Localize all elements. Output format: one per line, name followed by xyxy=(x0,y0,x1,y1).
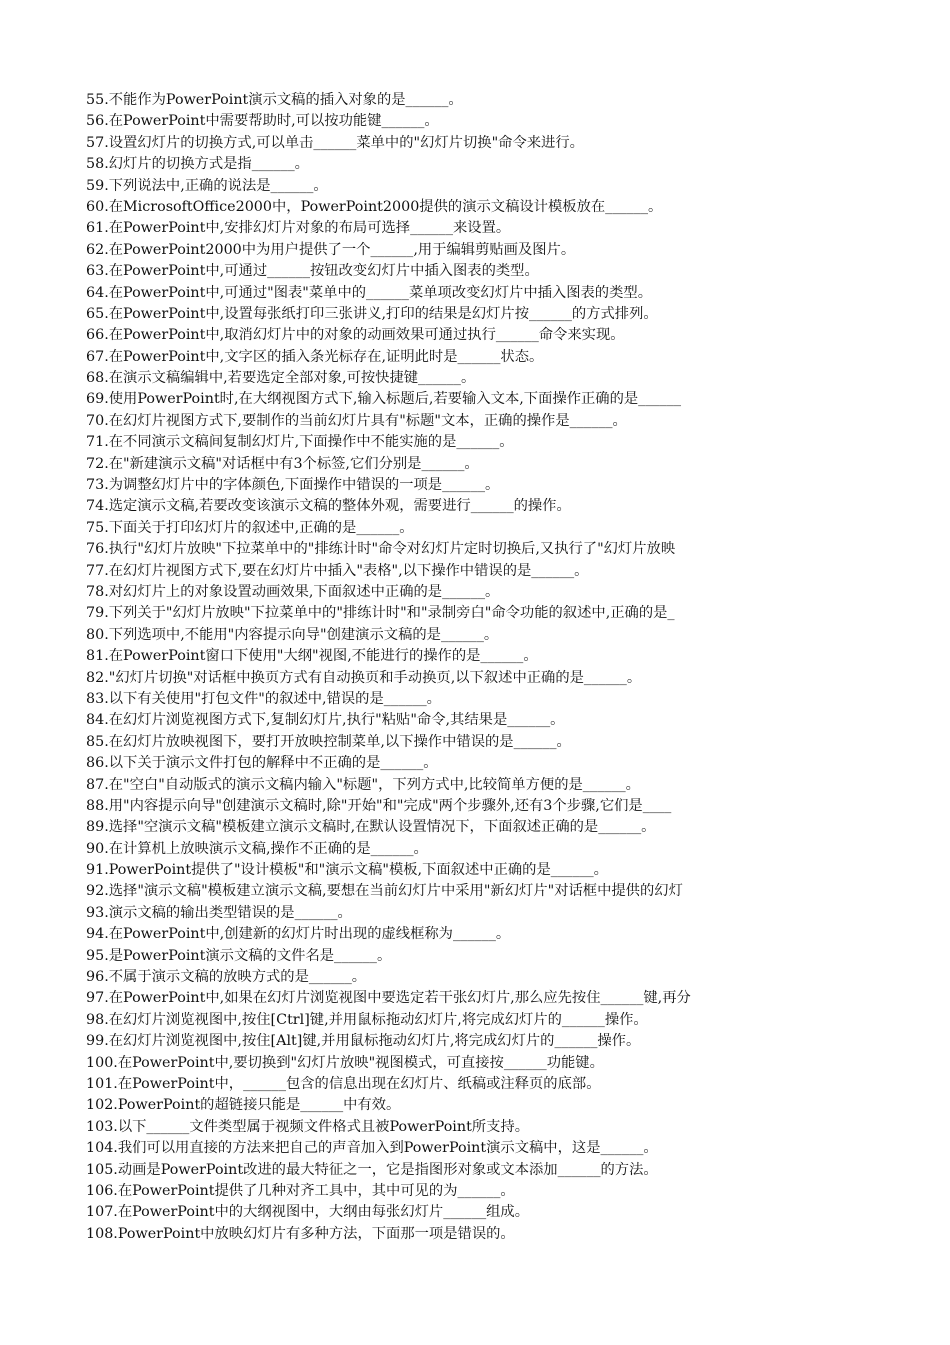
question-line: 93.演示文稿的输出类型错误的是______。 xyxy=(86,904,352,921)
question-line: 69.使用PowerPoint时,在大纲视图方式下,输入标题后,若要输入文本,下面操作正确的是______ xyxy=(86,391,682,408)
question-line: 97.在PowerPoint中,如果在幻灯片浏览视图中要选定若干张幻灯片,那么应先按住______键,再分 xyxy=(86,990,691,1007)
question-line: 75.下面关于打印幻灯片的叙述中,正确的是______。 xyxy=(86,519,414,536)
question-line: 89.选择"空演示文稿"模板建立演示文稿时,在默认设置情况下，下面叙述正确的是______。 xyxy=(86,819,656,836)
question-line: 81.在PowerPoint窗口下使用"大纲"视图,不能进行的操作的是______。 xyxy=(86,648,538,665)
question-line: 72.在"新建演示文稿"对话框中有3个标签,它们分别是______。 xyxy=(86,455,479,472)
question-line: 59.下列说法中,正确的说法是______。 xyxy=(86,177,328,194)
question-line: 78.对幻灯片上的对象设置动画效果,下面叙述中正确的是______。 xyxy=(86,583,500,600)
question-line: 57.设置幻灯片的切换方式,可以单击______菜单中的"幻灯片切换"命令来进行。 xyxy=(86,134,584,151)
question-line: 70.在幻灯片视图方式下,要制作的当前幻灯片具有"标题"文本，正确的操作是______。 xyxy=(86,412,627,429)
question-line: 61.在PowerPoint中,安排幻灯片对象的布局可选择______来设置。 xyxy=(86,220,511,237)
question-line: 84.在幻灯片浏览视图方式下,复制幻灯片,执行"粘贴"命令,其结果是______。 xyxy=(86,712,565,729)
question-line: 68.在演示文稿编辑中,若要选定全部对象,可按快捷键______。 xyxy=(86,370,476,387)
question-line: 65.在PowerPoint中,设置每张纸打印三张讲义,打印的结果是幻灯片按______的方式排列。 xyxy=(86,305,658,322)
question-line: 76.执行"幻灯片放映"下拉菜单中的"排练计时"命令对幻灯片定时切换后,又执行了"幻灯片放映 xyxy=(86,541,676,558)
question-line: 87.在"空白"自动版式的演示文稿内输入"标题"，下列方式中,比较简单方便的是______。 xyxy=(86,776,640,793)
question-line: 60.在MicrosoftOffice2000中，PowerPoint2000提供的演示文稿设计模板放在______。 xyxy=(86,198,663,215)
question-line: 63.在PowerPoint中,可通过______按钮改变幻灯片中插入图表的类型。 xyxy=(86,263,539,280)
question-line: 103.以下______文件类型属于视频文件格式且被PowerPoint所支持。 xyxy=(86,1118,530,1135)
question-line: 94.在PowerPoint中,创建新的幻灯片时出现的虚线框称为______。 xyxy=(86,926,511,943)
question-line: 64.在PowerPoint中,可通过"图表"菜单中的______菜单项改变幻灯片中插入图表的类型。 xyxy=(86,284,652,301)
question-line: 92.选择"演示文稿"模板建立演示文稿,要想在当前幻灯片中采用"新幻灯片"对话框中提供的幻灯 xyxy=(86,883,683,900)
question-line: 105.动画是PowerPoint改进的最大特征之一，它是指图形对象或文本添加______的方法。 xyxy=(86,1161,658,1178)
question-line: 98.在幻灯片浏览视图中,按住[Ctrl]键,并用鼠标拖动幻灯片,将完成幻灯片的______操作。 xyxy=(86,1011,648,1028)
question-line: 82."幻灯片切换"对话框中换页方式有自动换页和手动换页,以下叙述中正确的是______。 xyxy=(86,669,642,686)
question-line: 74.选定演示文稿,若要改变该演示文稿的整体外观，需要进行______的操作。 xyxy=(86,498,571,515)
question-line: 108.PowerPoint中放映幻灯片有多种方法，下面那一项是错误的。 xyxy=(86,1225,515,1242)
question-line: 67.在PowerPoint中,文字区的插入条光标存在,证明此时是______状态。 xyxy=(86,348,544,365)
question-line: 107.在PowerPoint中的大纲视图中，大纲由每张幻灯片______组成。 xyxy=(86,1204,530,1221)
question-line: 85.在幻灯片放映视图下，要打开放映控制菜单,以下操作中错误的是______。 xyxy=(86,733,571,750)
question-line: 55.不能作为PowerPoint演示文稿的插入对象的是______。 xyxy=(86,92,463,108)
question-line: 56.在PowerPoint中需要帮助时,可以按功能键______。 xyxy=(86,113,439,130)
question-line: 73.为调整幻灯片中的字体颜色,下面操作中错误的一项是______。 xyxy=(86,477,500,494)
question-line: 77.在幻灯片视图方式下,要在幻灯片中插入"表格",以下操作中错误的是______。 xyxy=(86,562,589,579)
question-line: 91.PowerPoint提供了"设计模板"和"演示文稿"模板,下面叙述中正确的是______。 xyxy=(86,862,608,879)
question-line: 95.是PowerPoint演示文稿的文件名是______。 xyxy=(86,947,392,964)
question-line: 86.以下关于演示文件打包的解释中不正确的是______。 xyxy=(86,755,438,772)
question-line: 102.PowerPoint的超链接只能是______中有效。 xyxy=(86,1097,401,1114)
question-line: 80.下列选项中,不能用"内容提示向导"创建演示文稿的是______。 xyxy=(86,626,499,643)
question-list xyxy=(86,90,826,1245)
question-line: 79.下列关于"幻灯片放映"下拉菜单中的"排练计时"和"录制旁白"命令功能的叙述中,正确的是_ xyxy=(86,605,675,622)
question-line: 100.在PowerPoint中,要切换到"幻灯片放映"视图模式，可直接按______功能键。 xyxy=(86,1054,604,1071)
question-line: 58.幻灯片的切换方式是指______。 xyxy=(86,156,309,173)
question-line: 66.在PowerPoint中,取消幻灯片中的对象的动画效果可通过执行______命令来实现。 xyxy=(86,327,625,344)
question-line: 104.我们可以用直接的方法来把自己的声音加入到PowerPoint演示文稿中，这是______。 xyxy=(86,1140,658,1157)
question-line: 99.在幻灯片浏览视图中,按住[Alt]键,并用鼠标拖动幻灯片,将完成幻灯片的______操作。 xyxy=(86,1033,641,1050)
question-line: 71.在不同演示文稿间复制幻灯片,下面操作中不能实施的是______。 xyxy=(86,434,514,451)
question-line: 106.在PowerPoint提供了几种对齐工具中，其中可见的为______。 xyxy=(86,1182,515,1199)
question-line: 62.在PowerPoint2000中为用户提供了一个______,用于编辑剪贴画及图片。 xyxy=(86,241,576,258)
question-line: 88.用"内容提示向导"创建演示文稿时,除"开始"和"完成"两个步骤外,还有3个步骤,它们是____ xyxy=(86,797,672,814)
question-line: 96.不属于演示文稿的放映方式的是______。 xyxy=(86,969,367,986)
question-line: 83.以下有关使用"打包文件"的叙述中,错误的是______。 xyxy=(86,690,441,707)
question-line: 90.在计算机上放映演示文稿,操作不正确的是______。 xyxy=(86,840,428,857)
question-line: 101.在PowerPoint中，______包含的信息出现在幻灯片、纸稿或注释页的底部。 xyxy=(86,1075,601,1092)
